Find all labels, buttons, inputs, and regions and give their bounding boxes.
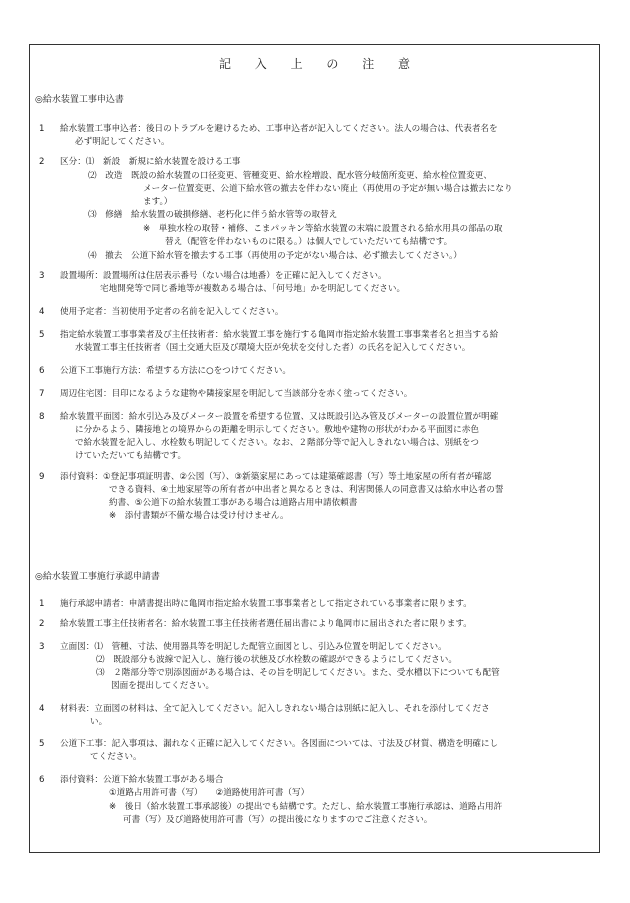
item-text: 添付資料：公道下給水装置工事がある場合 bbox=[60, 775, 224, 785]
item-number: 2 bbox=[39, 157, 45, 167]
item-text: に分かるよう、隣接地との境界からの距離を明示してください。敷地や建物の形状がわかる平面図に赤色 bbox=[75, 425, 479, 435]
item-number: 4 bbox=[39, 704, 45, 714]
item-number: 9 bbox=[39, 472, 45, 482]
item-text: ⑶ ２階部分等で別添図面がある場合は、その旨を明記してください。また、受水槽以下についても配管 bbox=[96, 668, 500, 678]
page-title: 記 入 上 の 注 意 bbox=[218, 57, 421, 71]
item-number: 5 bbox=[39, 330, 45, 340]
item-text: で給水装置を記入し、水栓数も明記してください。なお、２階部分等で記入しきれない場合は、別紙をつ bbox=[75, 438, 479, 448]
item-text: 材料表：立面図の材料は、全て記入してください。記入しきれない場合は別紙に記入し、それを添付してくださ bbox=[60, 704, 490, 714]
item-number: 6 bbox=[39, 775, 45, 785]
item-number: 3 bbox=[39, 642, 45, 652]
item-text: ⑶ 修繕 給水装置の破損修繕、老朽化に伴う給水管等の取替え bbox=[88, 210, 338, 220]
item-text: 替え（配管を伴わないものに限る。）は個人でしていただいても結構です。 bbox=[165, 237, 453, 247]
item-number: 2 bbox=[39, 619, 45, 629]
item-text: ①道路占用許可書（写） ②道路使用許可書（写） bbox=[109, 788, 310, 798]
item-text: 給水装置平面図：給水引込み及びメーター設置を希望する位置、又は既設引込み管及びメーターの設置位置が明確 bbox=[60, 412, 499, 422]
item-text: 使用予定者：当初使用予定者の名前を記入してください。 bbox=[60, 307, 284, 317]
item-text: てください。 bbox=[90, 752, 142, 762]
item-number: 8 bbox=[39, 412, 45, 422]
item-number: 7 bbox=[39, 389, 45, 399]
item-text: 添付資料：①登記事項証明書、②公図（写）、③新築家屋にあっては建築確認書（写）等土地家屋の所有者が確認 bbox=[60, 472, 492, 482]
item-text: 公道下工事：記入事項は、漏れなく正確に記入してください。各図面については、寸法及び材質、構造を明確にし bbox=[60, 739, 499, 749]
item-text: ※ 単独水栓の取替・補修、こまパッキン等給水装置の末端に設置される給水用具の部品の取 bbox=[143, 224, 503, 234]
item-text: ※ 添付書類が不備な場合は受け付けません。 bbox=[109, 511, 289, 521]
item-number: 3 bbox=[39, 271, 45, 281]
item-number: 1 bbox=[39, 599, 45, 609]
item-number: 4 bbox=[39, 307, 45, 317]
item-text: けていただいても結構です。 bbox=[75, 451, 187, 461]
item-text: 宅地開発等で同じ番地等が複数ある場合は、「何号地」かを明記してください。 bbox=[100, 284, 406, 294]
item-text: ※ 後日（給水装置工事承認後）の提出でも結構です。ただし、給水装置工事施行承認は、道路占用許 bbox=[109, 802, 503, 812]
item-text: 周辺住宅図：目印になるような建物や隣接家屋を明記して当該部分を赤く塗ってください。 bbox=[60, 389, 413, 399]
item-text: 可書（写）及び道路使用許可書（写）の提出後になりますのでご注意ください。 bbox=[123, 815, 433, 825]
item-text: 給水装置工事主任技術者名：給水装置工事主任技術者選任届出書により亀岡市に届出された者に限ります。 bbox=[60, 619, 472, 629]
item-text: ます。） bbox=[143, 197, 173, 207]
item-text: メーター位置変更、公道下給水管の撤去を伴わない廃止（再使用の予定が無い場合は撤去になり bbox=[143, 184, 513, 194]
item-text: ⑵ 既設部分も波線で記入し、施行後の状態及び水栓数の確認ができるようにしてください。 bbox=[96, 655, 457, 665]
item-text: 約書、⑤公道下の給水装置工事がある場合は道路占用申請依頼書 bbox=[109, 498, 358, 508]
item-number: 6 bbox=[39, 366, 45, 376]
item-text: 給水装置工事申込者：後日のトラブルを避けるため、工事申込者が記入してください。法人の場合は、代表者名を bbox=[60, 124, 498, 134]
item-text: ⑷ 撤去 公道下給水管を撤去する工事（再使用の予定がない場合は、必ず撤去してください。） bbox=[88, 251, 462, 261]
notes-frame bbox=[29, 44, 600, 853]
item-number: 1 bbox=[39, 124, 45, 134]
item-text: できる資料、④土地家屋等の所有者が申出者と異なるときは、利害関係人の同意書又は給水申込者の誓 bbox=[109, 485, 504, 495]
item-text: 水装置工事主任技術者（国土交通大臣及び環境大臣が免状を交付した者）の氏名を記入してください。 bbox=[75, 343, 471, 353]
item-text: 施行承認申請者：申請書提出時に亀岡市指定給水装置工事事業者として指定されている事業者に限ります。 bbox=[60, 599, 472, 609]
section2-heading: ◎給水装置工事施行承認申請書 bbox=[35, 572, 160, 582]
item-text: 指定給水装置工事事業者及び主任技術者：給水装置工事を施行する亀岡市指定給水装置工事事業者名と担当する給 bbox=[60, 330, 499, 340]
item-text: 公道下工事施行方法：希望する方法に○をつけてください。 bbox=[60, 366, 291, 376]
item-text: 必ず明記してください。 bbox=[75, 137, 170, 147]
item-text: い。 bbox=[90, 717, 108, 727]
item-text: 立面図：⑴ 管種、寸法、使用器具等を明記した配管立面図とし、引込み位置を明記してください。 bbox=[60, 642, 447, 652]
item-number: 5 bbox=[39, 739, 45, 749]
item-text: ⑵ 改造 既設の給水装置の口径変更、管種変更、給水栓増設、配水管分岐箇所変更、給水栓位置変更、 bbox=[88, 171, 492, 181]
item-text: 図面を提出してください。 bbox=[111, 681, 215, 691]
item-text: 区分：⑴ 新設 新規に給水装置を設ける工事 bbox=[60, 157, 241, 167]
item-text: 設置場所：設置場所は住居表示番号（ない場合は地番）を正確に記入してください。 bbox=[60, 271, 387, 281]
section1-heading: ◎給水装置工事申込書 bbox=[35, 95, 124, 105]
